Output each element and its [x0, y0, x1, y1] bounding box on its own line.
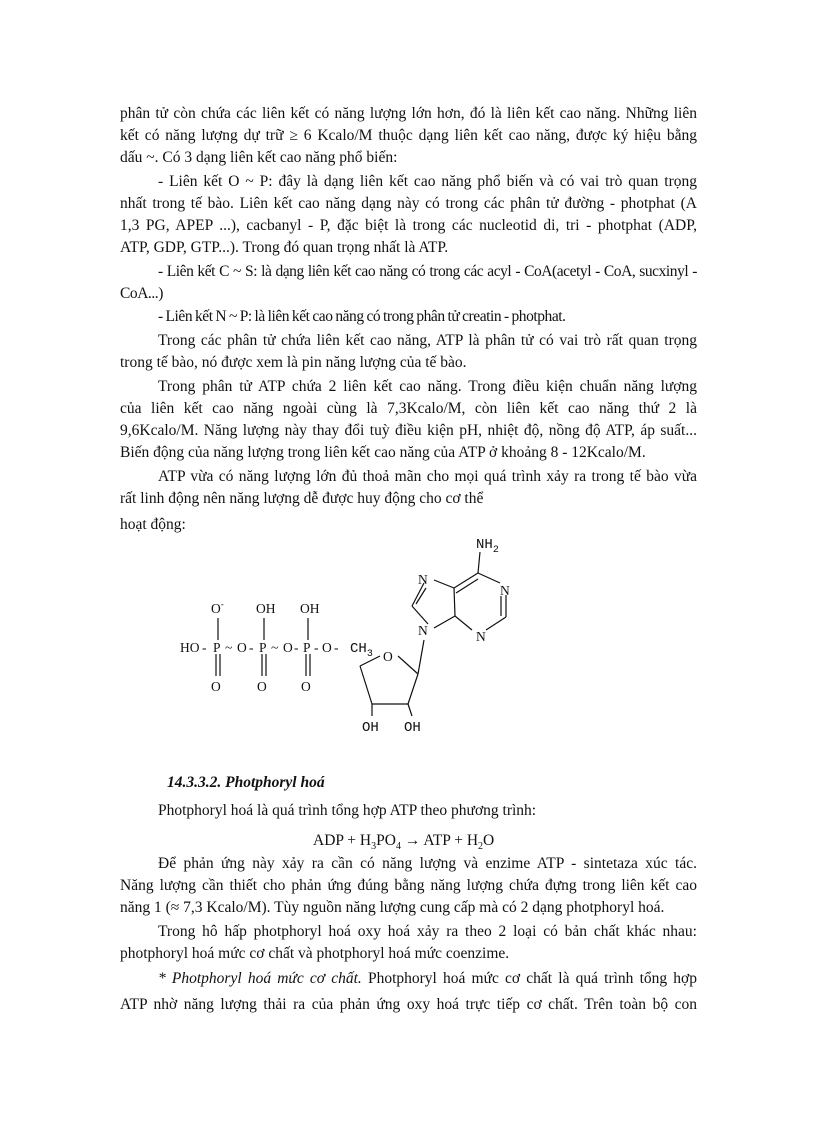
atp-role-line-2: trong tế bào, nó được xem là pin năng lượng của tế bào.: [120, 354, 467, 371]
ring-n-label: N: [500, 583, 510, 598]
section-heading: 14.3.3.2. Photphoryl hoá: [167, 774, 325, 791]
o-minus-label: O-: [211, 599, 224, 616]
p-label: P: [303, 640, 311, 655]
ch3-label: $CH_3$: [350, 641, 373, 660]
substrate-line-1: * Photphoryl hoá mức cơ chất. Photphoryl hoá mức cơ chất là quá trình tổng hợp: [158, 970, 697, 987]
ring-n-label: N: [476, 629, 486, 644]
section-intro: Photphoryl hoá là quá trình tổng hợp ATP theo phương trình:: [158, 802, 537, 819]
oh-label: OH: [256, 601, 276, 616]
dash-label: -: [334, 640, 339, 655]
bond-np-line: - Liên kết N ~ P: là liên kết cao năng có trong phân tử creatin - photphat.: [158, 308, 566, 325]
o-label: O: [237, 640, 247, 655]
atp-energy-line-2: của liên kết cao năng ngoài cùng là 7,3Kcalo/M, còn liên kết cao năng thứ 2 là: [120, 400, 697, 417]
resp-line-2: photphoryl hoá mức cơ chất và photphoryl hoá mức coenzime.: [120, 945, 510, 962]
substrate-line-2: ATP nhờ năng lượng thải ra của phản ứng oxy hoá trực tiếp cơ chất. Trên toàn bộ con: [120, 996, 697, 1013]
req-line-2: Năng lượng cần thiết cho phản ứng đúng bằng năng lượng chứa đựng trong liên kết cao: [120, 877, 697, 894]
o-label: O: [322, 640, 332, 655]
ring-n-label: N: [418, 572, 428, 587]
intro-line-1: phân tử còn chứa các liên kết có năng lượng lớn hơn, đó là liên kết cao năng. Những liên: [120, 105, 697, 122]
req-line-1: Để phản ứng này xảy ra cần có năng lượng và enzime ATP - sintetaza xúc tác.: [158, 855, 697, 872]
atp-mobile-line-2: rất linh động nên năng lượng dễ được huy động cho cơ thể: [120, 490, 484, 507]
atp-energy-line-4: Biến động của năng lượng trong liên kết cao năng của ATP ở khoảng 8 - 12Kcalo/M.: [120, 444, 646, 461]
ribose-oh-label: OH: [404, 720, 421, 736]
p-label: P: [213, 640, 221, 655]
bond-cs-line-1: - Liên kết C ~ S: là dạng liên kết cao năng có trong các acyl - CoA(acetyl - CoA, sucxinyl -: [158, 263, 697, 280]
dash-label: -: [249, 640, 254, 655]
amino-group-label: $NH_2$: [476, 537, 499, 556]
dash-label: -: [294, 640, 299, 655]
tilde-label: ~: [271, 640, 279, 655]
bond-op-line-1: - Liên kết O ~ P: đây là dạng liên kết cao năng phổ biến và có vai trò quan trọng: [158, 173, 697, 190]
ring-n-label: N: [418, 623, 428, 638]
atp-energy-line-3: 9,6Kcalo/M. Năng lượng này thay đổi tuỳ điều kiện pH, nhiệt độ, nồng độ ATP, áp suất...: [120, 422, 697, 439]
ribose-o-label: O: [383, 649, 393, 664]
substrate-label: * Photphoryl hoá mức cơ chất.: [158, 970, 362, 987]
o-label: O: [301, 679, 311, 694]
o-label: O: [283, 640, 293, 655]
o-label: O: [257, 679, 267, 694]
ribose-oh-label: OH: [362, 720, 379, 736]
bond-op-line-2: nhất trong tế bào. Liên kết cao năng dạng này có trong các phân tử đường - photphat (A: [120, 195, 697, 212]
intro-line-3: dấu ~. Có 3 dạng liên kết cao năng phổ biến:: [120, 149, 398, 166]
o-label: O: [211, 679, 221, 694]
p-label: P: [259, 640, 267, 655]
bond-op-line-3: 1,3 PG, APEP ...), cacbanyl - P, đặc biệt là trong các nucleotid di, tri - photphat (ADP,: [120, 217, 697, 234]
ho-label: HO: [180, 640, 200, 655]
bond-cs-line-2: CoA...): [120, 285, 163, 302]
atp-mobile-line-1: ATP vừa có năng lượng lớn đủ thoả mãn cho mọi quá trình xảy ra trong tế bào vừa: [158, 468, 697, 485]
intro-line-2: kết có năng lượng dự trữ ≥ 6 Kcalo/M thuộc dạng liên kết cao năng, được ký hiệu bằng: [120, 127, 697, 144]
atp-energy-line-1: Trong phân tử ATP chứa 2 liên kết cao năng. Trong điều kiện chuẩn năng lượng: [158, 378, 697, 395]
req-line-3: năng 1 (≈ 7,3 Kcalo/M). Tùy nguồn năng lượng cung cấp mà có 2 dạng photphoryl hoá.: [120, 899, 665, 916]
equation: ADP + $H_3PO_4$ → ATP + $H_2O$: [313, 832, 495, 853]
tilde-label: ~: [225, 640, 233, 655]
oh-label: OH: [300, 601, 320, 616]
atp-mobile-line-3: hoạt động:: [120, 516, 186, 533]
dash-label: -: [202, 640, 207, 655]
resp-line-1: Trong hô hấp photphoryl hoá oxy hoá xảy ra theo 2 loại có bản chất khác nhau:: [158, 923, 697, 940]
dash-label: -: [314, 640, 319, 655]
bond-op-line-4: ATP, GDP, GTP...). Trong đó quan trọng nhất là ATP.: [120, 239, 449, 256]
atp-role-line-1: Trong các phân tử chứa liên kết cao năng, ATP là phân tử có vai trò rất quan trọng: [158, 332, 697, 349]
